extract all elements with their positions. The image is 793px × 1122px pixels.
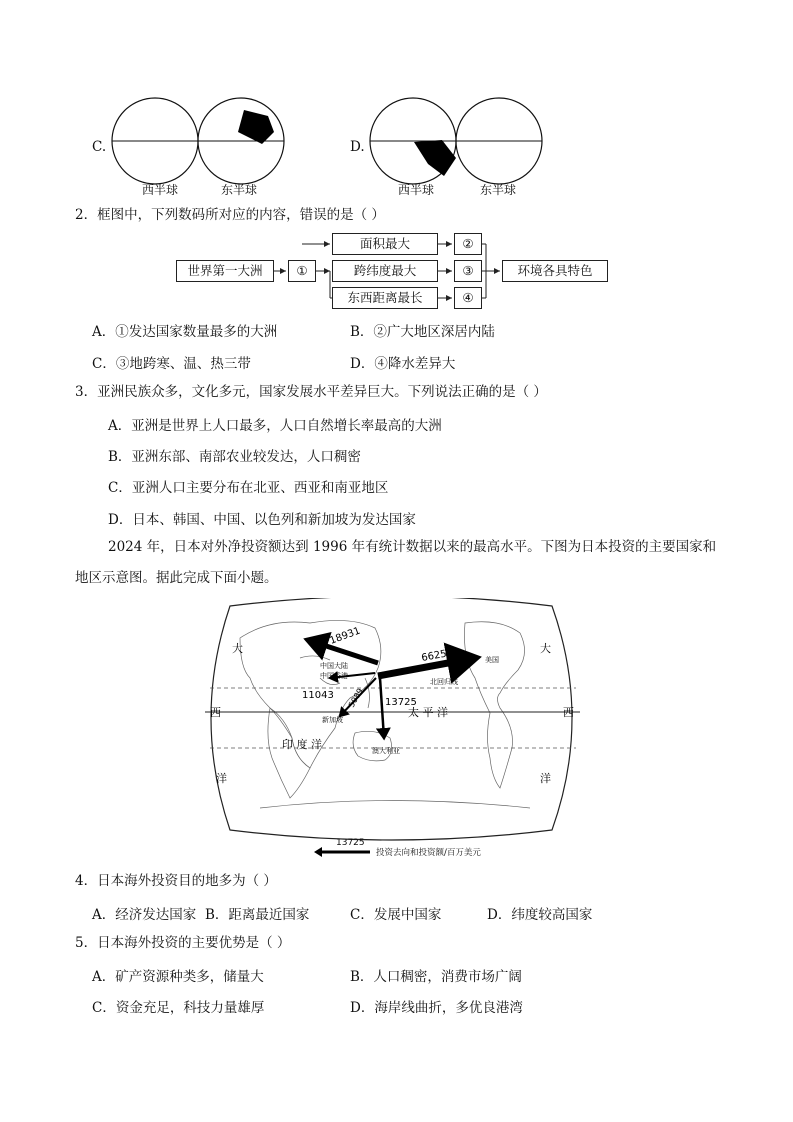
q3-option-c[interactable]: C．亚洲人口主要分布在北亚、西亚和南亚地区: [108, 480, 389, 496]
q4-option-a[interactable]: A．经济发达国家: [92, 907, 197, 923]
box-world-first-continent: 世界第一大洲: [176, 260, 274, 282]
q4-stem: 4．日本海外投资目的地多为（ ）: [75, 873, 277, 889]
q2-option-c[interactable]: C．③地跨寒、温、热三带: [92, 356, 251, 372]
map-frame: [211, 598, 572, 840]
q3-option-b[interactable]: B．亚洲东部、南部农业较发达，人口稠密: [108, 449, 361, 465]
q5-option-a[interactable]: A．矿产资源种类多，储量大: [92, 969, 264, 985]
hemisphere-diagram-c: [110, 96, 290, 186]
q5-option-c[interactable]: C．资金充足，科技力量雄厚: [92, 1000, 265, 1016]
label-china: 中国大陆: [320, 662, 348, 670]
q2-stem: 2．框图中，下列数码所对应的内容，错误的是（ ）: [75, 207, 385, 223]
east-hemisphere-label-c: 东半球: [221, 183, 258, 197]
legend-text: 投资去向和投资额/百万美元: [376, 848, 481, 858]
west-hemisphere-label-d: 西半球: [398, 183, 435, 197]
option-d-label: D.: [350, 139, 365, 155]
label-xi-left: 西: [210, 706, 221, 719]
q3-option-d[interactable]: D．日本、韩国、中国、以色列和新加坡为发达国家: [108, 512, 416, 528]
east-hemisphere-label-d: 东半球: [480, 183, 517, 197]
value-europe: 18931: [328, 625, 362, 647]
q4-option-d[interactable]: D．纬度较高国家: [487, 907, 593, 923]
passage-line-1: 2024 年，日本对外净投资额达到 1996 年有统计数据以来的最高水平。下图为日本投资的主要国家和: [108, 539, 717, 555]
q3-option-a[interactable]: A．亚洲是世界上人口最多，人口自然增长率最高的大洲: [108, 418, 442, 434]
value-singapore: 5089: [346, 686, 365, 709]
west-hemisphere-label-c: 西半球: [142, 183, 179, 197]
label-pacific-ocean: 太 平 洋: [408, 706, 448, 719]
label-da-right: 大: [540, 642, 551, 655]
box-number-3: ③: [454, 260, 482, 282]
label-australia: 澳大利亚: [372, 747, 400, 755]
label-yang-left: 洋: [216, 772, 227, 785]
q5-stem: 5．日本海外投资的主要优势是（ ）: [75, 935, 291, 951]
label-xi-right: 西: [563, 706, 574, 719]
label-usa: 美国: [485, 656, 499, 664]
hemisphere-diagram-d: [368, 96, 548, 186]
shaded-region-c: [238, 110, 274, 144]
label-singapore: 新加坡: [322, 716, 343, 724]
value-china: 11043: [302, 690, 334, 701]
value-australia: 13725: [385, 697, 417, 708]
label-hong-kong: 中国香港: [320, 672, 348, 680]
q4-option-b[interactable]: B．距离最近国家: [205, 907, 310, 923]
q2-option-b[interactable]: B．②广大地区深居内陆: [350, 324, 495, 340]
label-yang-right: 洋: [540, 772, 551, 785]
q5-option-d[interactable]: D．海岸线曲折，多优良港湾: [350, 1000, 523, 1016]
shaded-region-d: [414, 140, 456, 176]
box-latitude-span: 跨纬度最大: [332, 260, 438, 282]
legend-value: 13725: [336, 838, 365, 848]
passage-line-2: 地区示意图。据此完成下面小题。: [75, 570, 278, 586]
q2-option-d[interactable]: D．④降水差异大: [350, 356, 456, 372]
label-tropic: 北回归线: [430, 678, 458, 686]
q3-stem: 3．亚洲民族众多，文化多元，国家发展水平差异巨大。下列说法正确的是（ ）: [75, 384, 547, 400]
label-da-left: 大: [232, 642, 243, 655]
q2-option-a[interactable]: A．①发达国家数量最多的大洲: [92, 324, 278, 340]
box-area-largest: 面积最大: [332, 233, 438, 255]
box-number-1: ①: [288, 260, 316, 282]
value-usa: 66252: [420, 647, 454, 664]
box-number-4: ④: [454, 287, 482, 309]
q4-option-c[interactable]: C．发展中国家: [350, 907, 442, 923]
box-environment-features: 环境各具特色: [502, 260, 608, 282]
option-c-label: C.: [92, 139, 107, 155]
world-investment-map: [200, 598, 585, 863]
box-east-west-distance: 东西距离最长: [332, 287, 438, 309]
box-number-2: ②: [454, 233, 482, 255]
q5-option-b[interactable]: B．人口稠密，消费市场广阔: [350, 969, 522, 985]
label-indian-ocean: 印 度 洋: [282, 738, 322, 751]
